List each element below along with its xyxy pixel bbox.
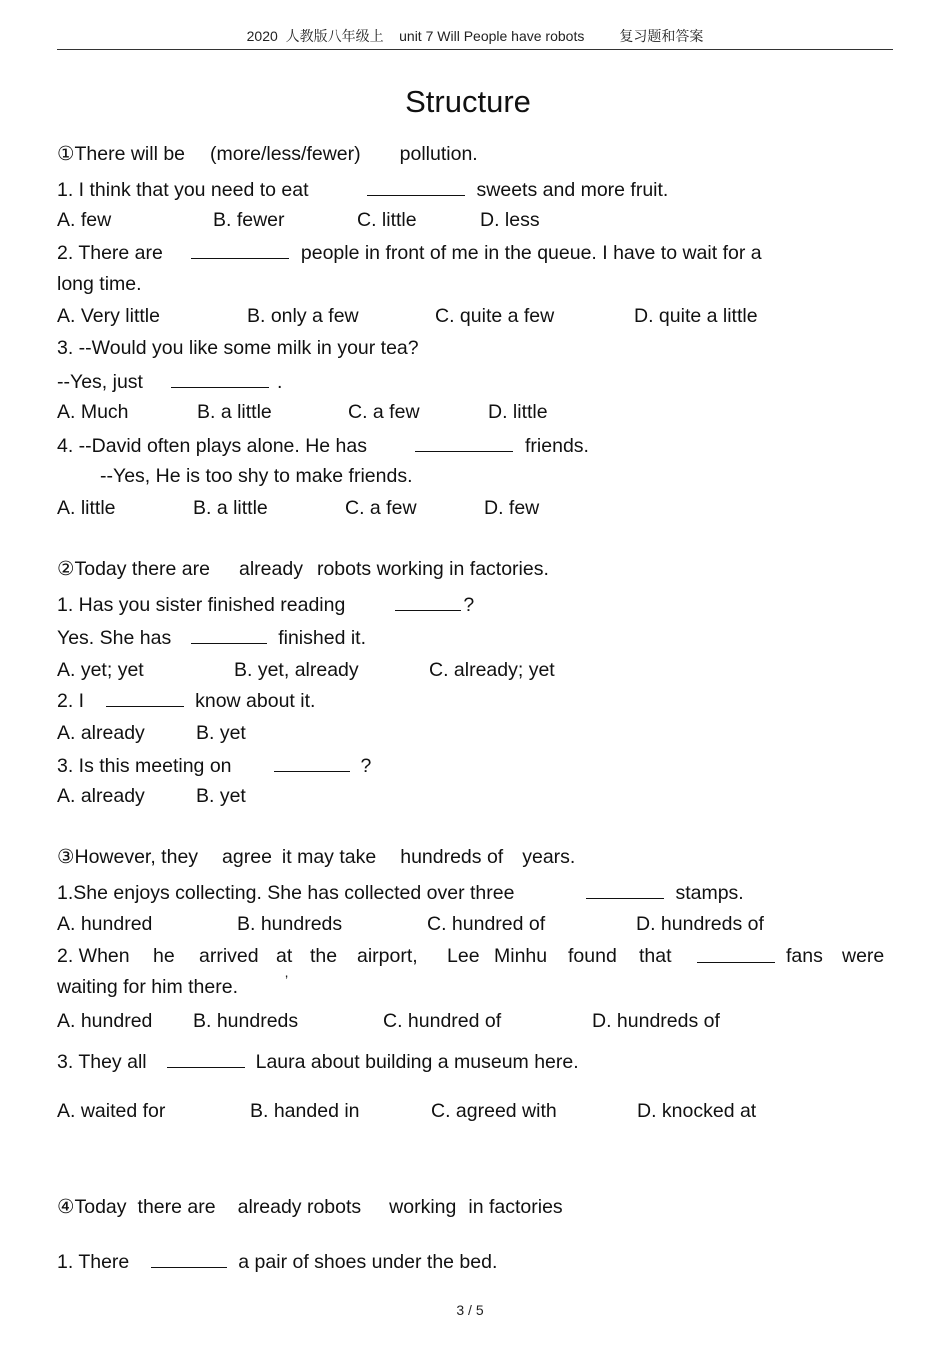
option-a: A. waited for <box>57 1100 166 1122</box>
option-d: D. few <box>484 497 540 519</box>
option-a: A. hundred <box>57 913 153 935</box>
option-c: C. already; yet <box>429 659 555 681</box>
question-3-2-continued: waiting for him there. <box>57 976 238 998</box>
answer-blank[interactable] <box>171 369 269 388</box>
option-a: A. yet; yet <box>57 659 144 681</box>
option-c: C. hundred of <box>427 913 546 935</box>
answer-blank[interactable] <box>415 433 513 452</box>
question-2-2: 2. I know about it. <box>57 690 316 712</box>
question-3-3: 3. They all Laura about building a museum here. <box>57 1051 579 1073</box>
option-d: D. little <box>488 401 548 423</box>
answer-blank[interactable] <box>151 1249 227 1268</box>
answer-blank[interactable] <box>395 592 461 611</box>
answer-blank[interactable] <box>697 944 775 963</box>
option-b: B. only a few <box>247 305 359 327</box>
option-a: A. Very little <box>57 305 160 327</box>
option-a: A. little <box>57 497 116 519</box>
question-2-1: 1. Has you sister finished reading ? <box>57 594 475 616</box>
option-a: A. hundred <box>57 1010 153 1032</box>
answer-blank[interactable] <box>191 240 289 259</box>
question-1-2-continued: long time. <box>57 273 142 295</box>
option-b: B. yet <box>196 785 246 807</box>
option-d: D. less <box>480 209 540 231</box>
option-b: B. a little <box>193 497 268 519</box>
section-2-heading: ②Today there are already robots working in factories. <box>57 558 549 580</box>
question-2-3: 3. Is this meeting on ? <box>57 755 372 777</box>
question-1-1: 1. I think that you need to eat sweets and more fruit. <box>57 179 669 201</box>
option-a: A. few <box>57 209 112 231</box>
answer-blank[interactable] <box>167 1049 245 1068</box>
option-b: B. fewer <box>213 209 285 231</box>
option-d: D. hundreds of <box>636 913 764 935</box>
option-c: C. hundred of <box>383 1010 502 1032</box>
option-b: B. yet, already <box>234 659 359 681</box>
option-c: C. a few <box>348 401 420 423</box>
option-c: C. little <box>357 209 417 231</box>
option-c: C. agreed with <box>431 1100 557 1122</box>
option-a: A. already <box>57 785 145 807</box>
option-b: B. yet <box>196 722 246 744</box>
page-number: 3 / 5 <box>456 1302 484 1318</box>
question-1-3: 3. --Would you like some milk in your tea? <box>57 337 419 359</box>
question-1-4: 4. --David often plays alone. He has friends. <box>57 435 589 457</box>
question-3-1: 1.She enjoys collecting. She has collected over three stamps. <box>57 882 744 904</box>
option-a: A. Much <box>57 401 129 423</box>
stray-mark: ’ <box>285 972 289 988</box>
answer-blank[interactable] <box>586 880 664 899</box>
option-b: B. hundreds <box>237 913 343 935</box>
question-2-1-answer: Yes. She has finished it. <box>57 627 367 649</box>
header-divider <box>57 49 893 50</box>
answer-blank[interactable] <box>274 753 350 772</box>
answer-blank[interactable] <box>106 688 184 707</box>
question-3-2: 2. When he arrived at the airport, Lee Minhu found that fans were <box>57 945 885 967</box>
section-3-heading: ③However, they agree it may take hundreds of years. <box>57 846 576 868</box>
option-b: B. hundreds <box>193 1010 299 1032</box>
section-1-heading: ①There will be (more/less/fewer) pollution. <box>57 143 478 165</box>
question-1-2: 2. There are people in front of me in the queue. I have to wait for a <box>57 242 762 264</box>
answer-blank[interactable] <box>191 625 267 644</box>
page-header: 2020 人教版八年级上 unit 7 Will People have robots 复习题和答案 <box>246 28 704 44</box>
option-c: C. a few <box>345 497 417 519</box>
option-d: D. quite a little <box>634 305 758 327</box>
question-1-4-reply: --Yes, He is too shy to make friends. <box>100 465 413 487</box>
option-d: D. hundreds of <box>592 1010 720 1032</box>
question-4-1: 1. There a pair of shoes under the bed. <box>57 1251 498 1273</box>
answer-blank[interactable] <box>367 177 465 196</box>
option-d: D. knocked at <box>637 1100 757 1122</box>
option-a: A. already <box>57 722 145 744</box>
question-1-3-answer: --Yes, just . <box>57 371 283 393</box>
section-4-heading: ④Today there are already robots working in factories <box>57 1196 563 1218</box>
option-c: C. quite a few <box>435 305 555 327</box>
option-b: B. a little <box>197 401 272 423</box>
option-b: B. handed in <box>250 1100 360 1122</box>
page-title: Structure <box>405 84 531 119</box>
